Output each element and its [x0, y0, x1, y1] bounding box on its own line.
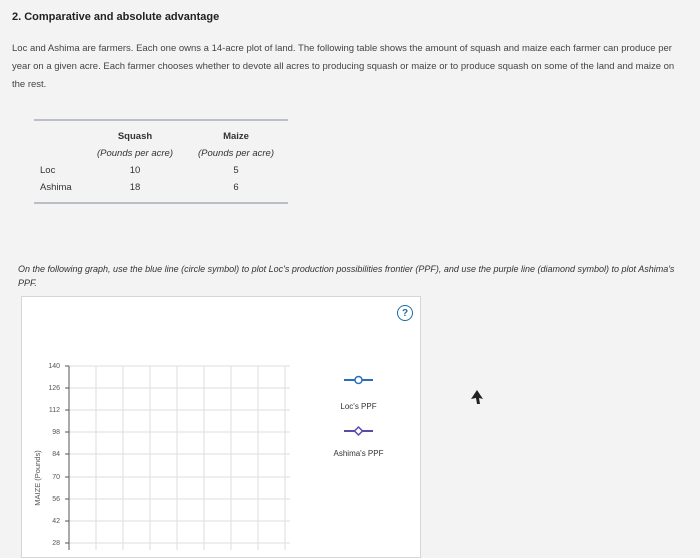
unit-squash: (Pounds per acre) — [96, 148, 174, 159]
header-squash: Squash — [117, 131, 153, 142]
y-tick-label: 70 — [52, 474, 60, 481]
row-name: Loc — [40, 165, 56, 176]
row-maize-value: 5 — [233, 165, 239, 176]
graph-instruction: On the following graph, use the blue line (circle symbol) to plot Loc's production possibilities frontier (PPF), and use the purple line (diamond symbol) to plot Ashima's PPF. — [18, 264, 675, 288]
y-tick-label: 28 — [52, 540, 60, 547]
y-tick-label: 140 — [48, 363, 60, 370]
header-maize: Maize — [223, 131, 249, 142]
y-tick-label: 42 — [52, 518, 60, 525]
y-tick-label: 84 — [52, 451, 60, 458]
row-squash-value: 10 — [129, 165, 141, 176]
y-tick-label: 112 — [48, 407, 60, 414]
loc-ppf-tool[interactable] — [344, 377, 373, 384]
y-tick-label: 56 — [52, 496, 60, 503]
y-tick-label: 98 — [52, 429, 60, 436]
circle-icon — [355, 377, 362, 384]
row-name: Ashima — [40, 182, 72, 193]
help-icon[interactable]: ? — [397, 305, 413, 321]
legend-label-ashima: Ashima's PPF — [333, 449, 384, 458]
y-tick-label: 126 — [48, 385, 60, 392]
diamond-icon — [355, 427, 363, 435]
question-title: 2. Comparative and absolute advantage — [12, 11, 220, 23]
question-intro: Loc and Ashima are farmers. Each one owns a 14-acre plot of land. The following table shows the amount of squash and maize each farmer can produce per year on a given acre. Each farmer chooses whether to devote all acres to producing squash or maize or to produce squash on some of the land and maize on the rest. — [12, 43, 675, 90]
mouse-cursor-icon — [471, 390, 483, 404]
unit-maize: (Pounds per acre) — [197, 148, 275, 159]
legend-label-loc: Loc's PPF — [340, 402, 377, 411]
y-axis-label: MAIZE (Pounds) — [33, 450, 42, 506]
row-maize-value: 6 — [233, 182, 239, 193]
ashima-ppf-tool[interactable] — [344, 427, 373, 435]
y-tick-marks — [65, 366, 69, 543]
row-squash-value: 18 — [129, 182, 141, 193]
grid-lines — [69, 366, 290, 550]
